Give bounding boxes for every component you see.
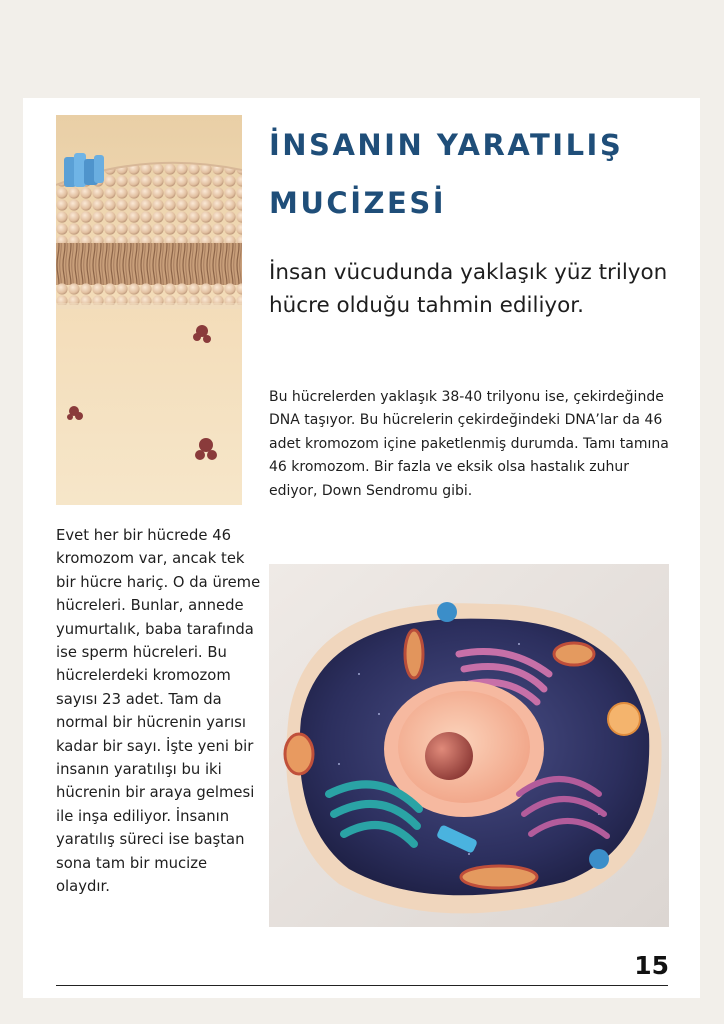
page-number: 15 bbox=[634, 951, 669, 980]
page-title: İNSANIN YARATILIŞ MUCİZESİ bbox=[269, 128, 624, 220]
cell-membrane-image bbox=[56, 115, 242, 505]
lead-text: İnsan vücudunda yaklaşık yüz trilyon hücre olduğu tahmin ediliyor. bbox=[269, 260, 668, 318]
footer-divider bbox=[56, 985, 668, 986]
body-paragraph: Bu hücrelerden yaklaşık 38-40 trilyonu ise, çekirdeğinde DNA taşıyor. Bu hücrelerin çekirdeğindeki DNA’lar da 46 adet kromozom içine paketlenmiş durumda. Tamı tamına 46 kromozom. Bir fazla ve eksik olsa hastalık zuhur ediyor, Down Sendromu gibi. bbox=[269, 389, 669, 499]
left-column-text: Evet her bir hücrede 46 kromozom var, ancak tek bir hücre hariç. O da üreme hücreleri. Bunlar, annede yumurtalık, baba tarafında ise sperm hücreleri. Bu hücrelerdeki kromozom sayısı 23 adet. Tam da normal bir hücrenin yarısı kadar bir sayı. İşte yeni bir insanın yaratılışı bu iki hücrenin bir araya gelmesi ile inşa ediliyor. İnsanın yaratılış süreci ise baştan sona tam bir mucize olaydır. bbox=[56, 527, 261, 896]
animal-cell-image bbox=[269, 564, 669, 927]
page bbox=[23, 98, 700, 998]
